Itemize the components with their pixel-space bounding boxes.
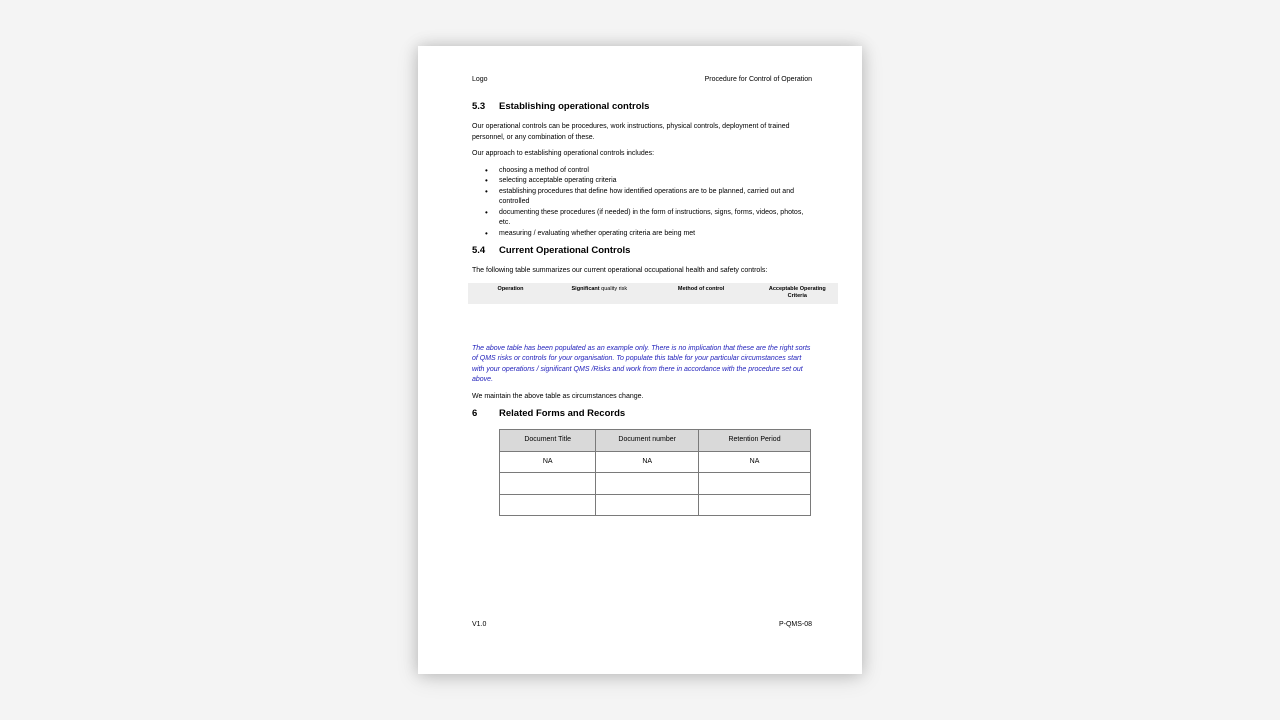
table-header-row [500, 430, 811, 452]
paragraph: The following table summarizes our current operational occupational health and safety controls: [472, 267, 768, 274]
section-heading-5-4 [472, 245, 812, 257]
table-cell: NA [596, 451, 699, 473]
table-cell [699, 494, 811, 516]
header-bold-text: Significant [571, 285, 600, 292]
table-row [500, 494, 811, 516]
section-heading-6 [472, 408, 812, 420]
table-cell [596, 494, 699, 516]
list-item: • choosing a method of control [499, 166, 812, 177]
paragraph: We maintain the above table as circumstances change. [472, 392, 644, 400]
header-title: Procedure for Control of Operation [704, 76, 812, 83]
col-header-criteria: Acceptable Operating Criteria [768, 285, 826, 299]
table-cell: NA [500, 451, 596, 473]
list-item: • documenting these procedures (if needed) in the form of instructions, signs, forms, videos, photos, etc. [499, 208, 812, 229]
section-heading-5-3 [472, 101, 812, 113]
page-footer [472, 621, 812, 628]
section-number: 5.3 [472, 101, 486, 112]
table-row [500, 451, 811, 473]
section-title: Establishing operational controls [499, 101, 650, 112]
col-header-method: Method of control [677, 285, 725, 292]
operational-controls-table [468, 283, 838, 304]
table-cell: NA [699, 451, 811, 473]
list-item: • selecting acceptable operating criteria [499, 176, 812, 187]
list-item: • establishing procedures that define how identified operations are to be planned, carried out and controlled [499, 187, 812, 208]
table-header-row [468, 283, 838, 304]
list-item: • measuring / evaluating whether operating criteria are being met [499, 229, 812, 240]
header-logo: Logo [472, 76, 488, 83]
col-header: Retention Period [699, 430, 811, 452]
table-cell [596, 473, 699, 495]
paragraph: Our approach to establishing operational controls includes: [472, 150, 655, 157]
footer-version: V1.0 [472, 621, 487, 628]
page-content [472, 101, 826, 516]
col-header-operation: Operation [497, 285, 524, 292]
document-page [418, 46, 862, 674]
section-number: 6 [472, 408, 478, 419]
col-header-significant-risk [553, 283, 646, 304]
paragraph: Our operational controls can be procedures, work instructions, physical controls, deployment of trained personnel, or any combination of these. [472, 123, 790, 141]
col-header: Document Title [500, 430, 596, 452]
table-cell [500, 494, 596, 516]
section-title: Current Operational Controls [499, 245, 631, 256]
bullet-list [472, 166, 812, 240]
page-header [472, 76, 812, 83]
table-row [500, 473, 811, 495]
section-title: Related Forms and Records [499, 408, 626, 419]
example-note: The above table has been populated as an example only. There is no implication that these are the right sorts of QMS risks or controls for your organisation. To populate this table for your particular circumstances start with your operations / significant QMS /Risks and work from there in accordance with the procedure set out above. [472, 344, 811, 383]
related-records-table [499, 429, 811, 516]
table-cell [500, 473, 596, 495]
col-header: Document number [596, 430, 699, 452]
table-cell [699, 473, 811, 495]
header-light-text: quality risk [599, 285, 628, 292]
footer-doc-id: P-QMS-08 [778, 621, 812, 628]
section-number: 5.4 [472, 245, 486, 256]
